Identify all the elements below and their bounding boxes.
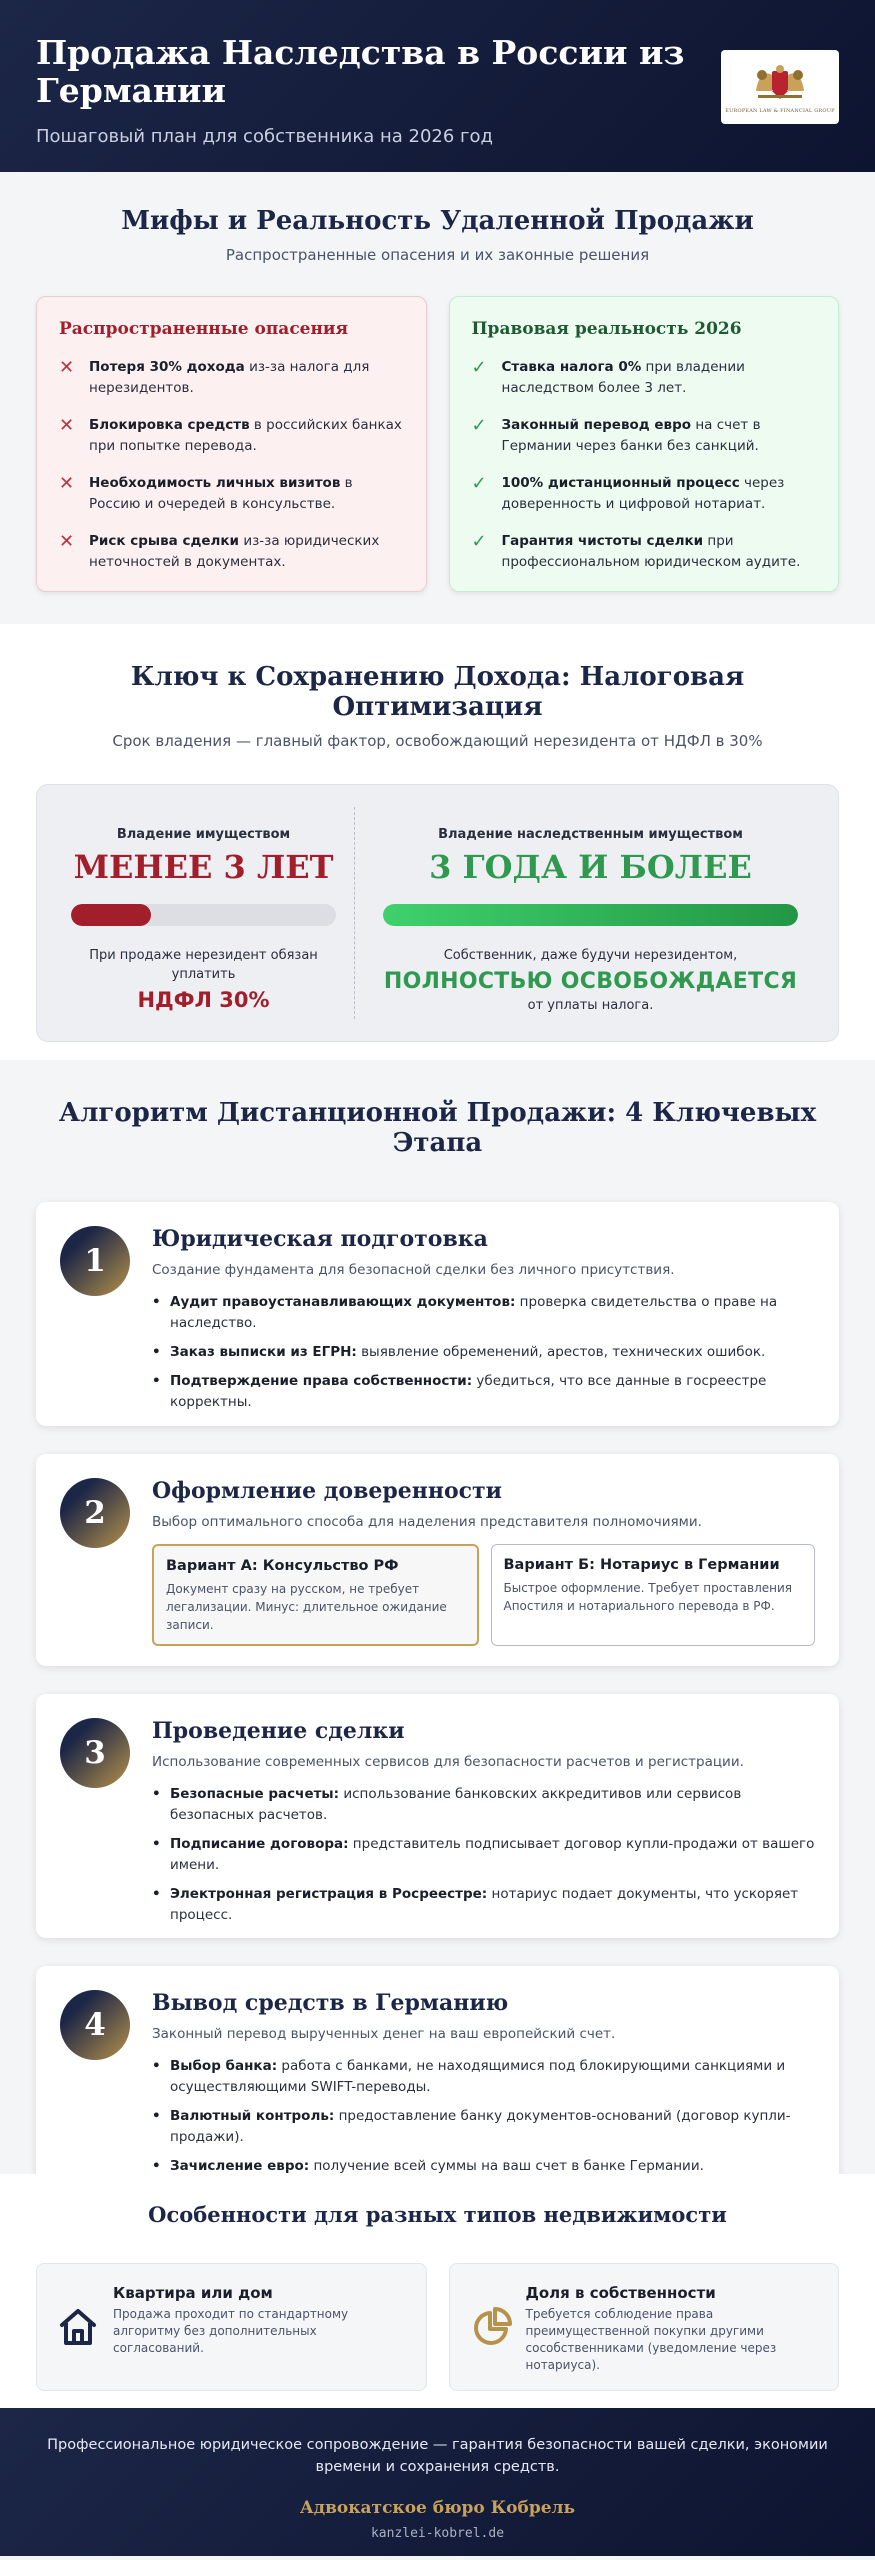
tax-right-bar-fill	[383, 904, 798, 926]
list-item: • Аудит правоустанавливающих документов: проверка свидетельства о праве на наследство.	[152, 1292, 815, 1334]
tax-left-period: МЕНЕЕ 3 ЛЕТ	[73, 848, 334, 886]
cross-icon: ✕	[59, 415, 75, 436]
tax-right-label: Владение наследственным имуществом	[438, 827, 743, 842]
fear-item: ✕ Необходимость личных визитов в Россию и очередей в консульстве.	[59, 473, 404, 515]
tax-left-bar-fill	[71, 904, 151, 926]
tax-title: Ключ к Сохранению Дохода: Налоговая Оптимизация	[130, 662, 745, 722]
reality-heading: Правовая реальность 2026	[471, 319, 742, 339]
reality-item: ✓ 100% дистанционный процесс через доверенность и цифровой нотариат.	[472, 473, 817, 515]
steps-section	[0, 1060, 875, 2174]
reality-item: ✓ Ставка налога 0% при владении наследством более 3 лет.	[472, 357, 817, 399]
step-card-4	[36, 1966, 839, 2188]
cross-icon: ✕	[59, 357, 75, 378]
tax-subtitle: Срок владения — главный фактор, освобождающий нерезидента от НДФЛ в 30%	[112, 732, 763, 750]
fears-card	[36, 296, 427, 592]
step-number: 3	[60, 1718, 130, 1788]
cross-icon: ✕	[59, 473, 75, 494]
header	[0, 0, 875, 172]
property-card-title: Квартира или дом	[113, 2284, 273, 2302]
list-item: • Валютный контроль: предоставление банку документов-оснований (договор купли-продажи).	[152, 2106, 815, 2148]
page-title: Продажа Наследства в России из Германии	[36, 33, 685, 110]
cross-icon: ✕	[59, 531, 75, 552]
step-title: Оформление доверенности	[152, 1478, 502, 1504]
footer-url[interactable]: kanzlei-kobrel.de	[370, 2526, 505, 2541]
footer-text: Профессиональное юридическое сопровождение — гарантия безопасности вашей сделки, экономии времени и сохранения средств.	[47, 2437, 828, 2475]
myths-title: Мифы и Реальность Удаленной Продажи	[121, 206, 754, 236]
tax-left-note: При продаже нерезидент обязан уплатить	[89, 948, 318, 982]
check-icon: ✓	[471, 473, 487, 494]
option-notary: Вариант Б: Нотариус в Германии Быстрое оформление. Требует проставления Апостиля и нотариального перевода в РФ.	[491, 1544, 816, 1646]
tax-long-ownership	[355, 807, 838, 1019]
fear-item: ✕ Потеря 30% дохода из-за налога для нерезидентов.	[59, 357, 404, 399]
tax-left-label: Владение имуществом	[116, 827, 291, 842]
step-title: Проведение сделки	[152, 1718, 405, 1744]
tax-right-note: Собственник, даже будучи нерезидентом,	[443, 948, 738, 963]
step-title: Вывод средств в Германию	[152, 1990, 509, 2016]
list-item: • Выбор банка: работа с банками, не находящимися под блокирующими санкциями и осуществляющими SWIFT-переводы.	[152, 2056, 815, 2098]
step-number: 1	[60, 1226, 130, 1296]
reality-item: ✓ Законный перевод евро на счет в Германии через банки без санкций.	[472, 415, 817, 457]
list-item: • Электронная регистрация в Росреестре: нотариус подает документы, что ускоряет процесс.	[152, 1884, 815, 1926]
property-section	[0, 2174, 875, 2408]
property-card-text: Требуется соблюдение права преимущественной покупки другими сособственниками (уведомление через нотариуса).	[525, 2307, 777, 2372]
logo	[721, 50, 839, 124]
list-item: • Заказ выписки из ЕГРН: выявление обременений, арестов, технических ошибок.	[152, 1342, 815, 1363]
step-card-1	[36, 1202, 839, 1426]
tax-left-bar	[71, 904, 336, 926]
tax-right-bar	[383, 904, 798, 926]
myths-subtitle: Распространенные опасения и их законные решения	[225, 246, 650, 264]
property-card-title: Доля в собственности	[525, 2284, 716, 2302]
house-icon	[57, 2306, 99, 2348]
reality-card	[449, 296, 840, 592]
step-desc: Создание фундамента для безопасной сделки без личного присутствия.	[152, 1262, 675, 1278]
tax-comparison	[36, 784, 839, 1042]
logo-caption: EUROPEAN LAW & FINANCIAL GROUP	[725, 107, 835, 114]
property-card-text: Продажа проходит по стандартному алгоритму без дополнительных согласований.	[113, 2307, 349, 2355]
tax-right-period: 3 ГОДА И БОЛЕЕ	[429, 848, 752, 886]
lion-crest-icon	[750, 61, 810, 105]
step-desc: Законный перевод вырученных денег на ваш европейский счет.	[152, 2026, 616, 2042]
steps-title: Алгоритм Дистанционной Продажи: 4 Ключевых Этапа	[58, 1098, 817, 1158]
check-icon: ✓	[471, 531, 487, 552]
property-title: Особенности для разных типов недвижимости	[148, 2202, 727, 2227]
footer	[0, 2408, 875, 2556]
tax-left-highlight: НДФЛ 30%	[137, 988, 270, 1012]
fear-item: ✕ Блокировка средств в российских банках при попытке перевода.	[59, 415, 404, 457]
step-card-2	[36, 1454, 839, 1666]
fear-item: ✕ Риск срыва сделки из-за юридических неточностей в документах.	[59, 531, 404, 573]
property-card-apartment	[36, 2263, 427, 2391]
step-title: Юридическая подготовка	[152, 1226, 488, 1252]
check-icon: ✓	[471, 357, 487, 378]
myths-section	[0, 172, 875, 624]
check-icon: ✓	[471, 415, 487, 436]
step-desc: Выбор оптимального способа для наделения представителя полномочиями.	[152, 1514, 702, 1530]
footer-brand: Адвокатское бюро Кобрель	[299, 2498, 576, 2518]
step-card-3	[36, 1694, 839, 1938]
tax-right-highlight: ПОЛНОСТЬЮ ОСВОБОЖДАЕТСЯ	[383, 969, 798, 994]
pie-chart-icon	[470, 2305, 514, 2349]
page-subtitle: Пошаговый план для собственника на 2026 год	[36, 126, 493, 147]
step-number: 2	[60, 1478, 130, 1548]
list-item: • Безопасные расчеты: использование банковских аккредитивов или сервисов безопасных расчетов.	[152, 1784, 815, 1826]
list-item: • Зачисление евро: получение всей суммы на ваш счет в банке Германии.	[152, 2156, 815, 2177]
tax-short-ownership	[37, 807, 355, 1019]
reality-item: ✓ Гарантия чистоты сделки при профессиональном юридическом аудите.	[472, 531, 817, 573]
list-item: • Подписание договора: представитель подписывает договор купли-продажи от вашего имени.	[152, 1834, 815, 1876]
tax-section	[0, 624, 875, 1060]
step-number: 4	[60, 1990, 130, 2060]
fears-heading: Распространенные опасения	[59, 319, 349, 339]
list-item: • Подтверждение права собственности: убедиться, что все данные в госреестре корректны.	[152, 1371, 815, 1413]
option-consulate: Вариант А: Консульство РФ Документ сразу на русском, не требует легализации. Минус: длительное ожидание записи.	[152, 1544, 479, 1646]
step-desc: Использование современных сервисов для безопасности расчетов и регистрации.	[152, 1754, 744, 1770]
tax-right-tail: от уплаты налога.	[527, 998, 654, 1013]
property-card-share	[449, 2263, 840, 2391]
